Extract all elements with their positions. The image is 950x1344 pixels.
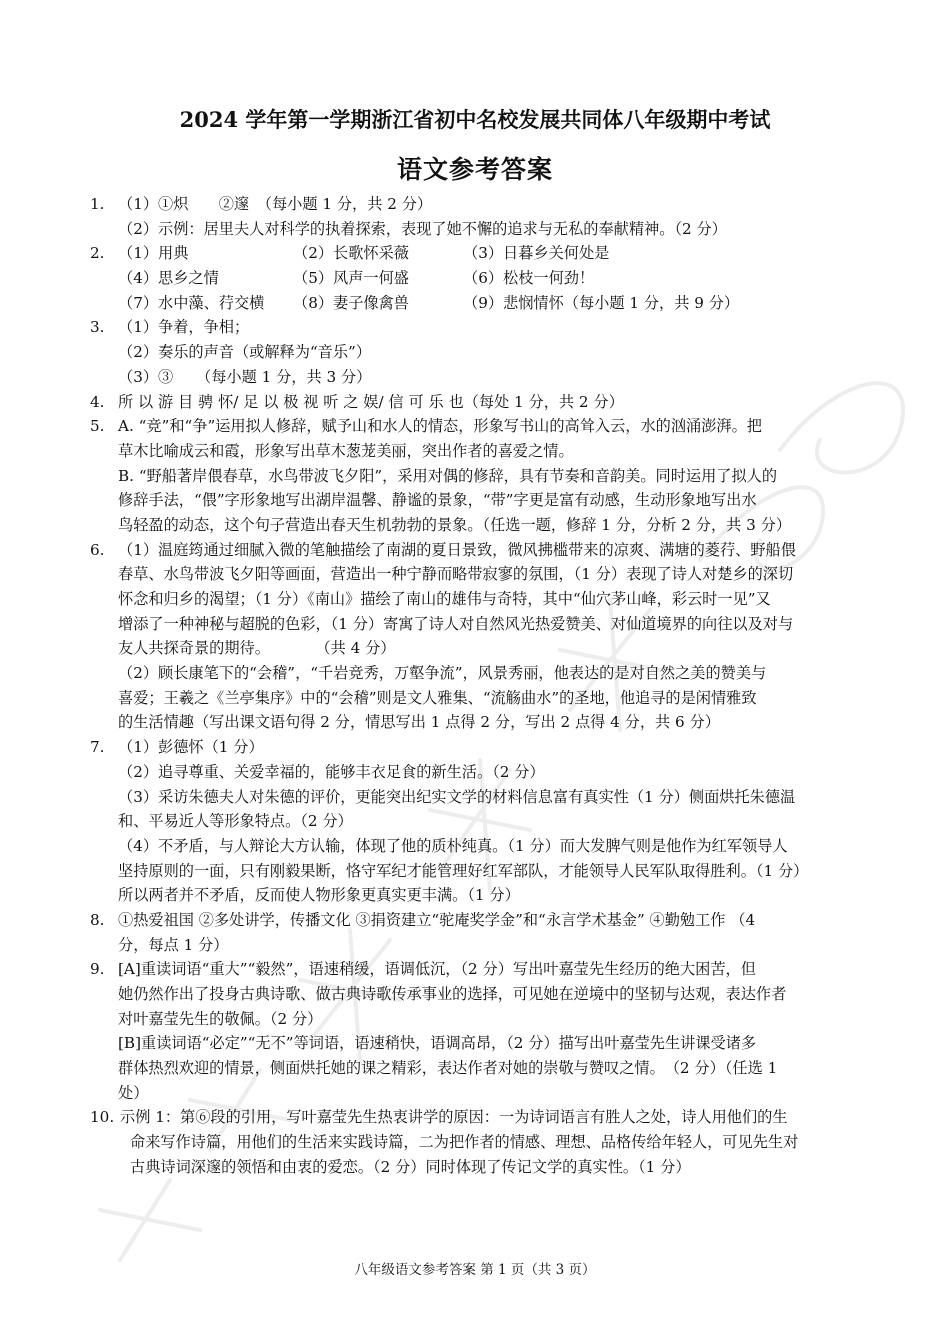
answer-8-line (90, 908, 862, 933)
answer-10-line (90, 1105, 862, 1130)
question-number: 3. (90, 318, 105, 337)
answer-text: （3）采访朱德夫人对朱德的评价，更能突出纪实文学的材料信息富有真实性（1 分）侧面烘托朱德温 (118, 787, 796, 806)
answer-cell: （8）妻子像禽兽 (293, 293, 409, 312)
answer-text: 草木比喻成云和霞，形象写出草木葱茏美丽，突出作者的喜爱之情。 (118, 441, 574, 460)
answer-2-row (90, 266, 862, 291)
answer-text: A. “竞”和“争”运用拟人修辞，赋予山和水人的情态，形象写书山的高耸入云，水的汹涌澎湃。把 (118, 417, 762, 436)
answer-text: 增添了一种神秘与超脱的色彩，（1 分）寄寓了诗人对自然风光热爱赞美、对仙道境界的向往以及对与 (118, 614, 794, 633)
page-subtitle: 语文参考答案 (396, 155, 553, 184)
answer-text: （1）争着，争相； (118, 318, 250, 337)
answer-text: 友人共探奇景的期待。 （共 4 分） (118, 639, 396, 658)
question-number: 7. (90, 738, 105, 757)
answer-text: [A]重读词语“重大”“毅然”，语速稍缓，语调低沉，（2 分）写出叶嘉莹先生经历的绝大困苦，但 (118, 960, 756, 979)
answer-text: 坚持原则的一面，只有刚毅果断，恪守军纪才能管理好红军部队，才能领导人民军队取得胜利。（1 分） (118, 861, 809, 880)
answer-text: 的生活情趣（写出课文语句得 2 分，情思写出 1 点得 2 分，写出 2 点得 4 分，共 6 分） (118, 713, 720, 732)
answer-text: 怀念和归乡的渴望；（1 分）《南山》描绘了南山的雄伟与奇特，其中“仙穴茅山峰，彩云时一见”又 (118, 590, 771, 608)
answer-text: 鸟轻盈的动态，这个句子营造出春天生机勃勃的景象。（任选一题，修辞 1 分，分析 2 分，共 3 分） (118, 515, 792, 534)
answer-cell: （7）水中藻、荇交横 (118, 293, 265, 312)
question-number: 2. (90, 244, 105, 263)
answer-6-line (90, 538, 862, 563)
answer-cell: （1）用典 (118, 244, 189, 263)
question-number: 10. (90, 1108, 115, 1127)
answer-cell: （2）长歌怀采薇 (293, 244, 409, 263)
answer-text: （2）顾长康笔下的“会稽”，“千岩竞秀，万壑争流”，风景秀丽，他表达的是对自然之美的赞美与 (118, 664, 767, 683)
answer-4-line (90, 390, 862, 415)
answer-text: （1）彭德怀（1 分） (118, 738, 264, 757)
answer-cell: （3）日暮乡关何处是 (463, 244, 610, 263)
answer-2-row (90, 291, 862, 316)
answer-text: 处） (118, 1083, 149, 1102)
answer-text: 分，每点 1 分） (118, 935, 229, 954)
answer-text: （3）③ （每小题 1 分，共 3 分） (118, 367, 372, 386)
answer-1-line (90, 192, 862, 217)
question-number: 9. (90, 960, 105, 979)
answer-text: （1）温庭筠通过细腻入微的笔触描绘了南湖的夏日景致，微风拂槛带来的凉爽、满塘的菱荇、野船偎 (118, 540, 796, 559)
answer-text: （2）追寻尊重、关爱幸福的，能够丰衣足食的新生活。（2 分） (118, 762, 545, 781)
answer-text: （2）示例：居里夫人对科学的执着探索，表现了她不懈的追求与无私的奉献精神。（2 分） (118, 219, 727, 238)
answer-text: 喜爱；王羲之《兰亭集序》中的“会稽”则是文人雅集、“流觞曲水”的圣地，他追寻的是闲情雅致 (118, 688, 757, 707)
answer-text: 所以两者并不矛盾，反而使人物形象更真实更丰满。（1 分） (118, 886, 520, 905)
answer-cell: （6）松枝一何劲！ (463, 269, 595, 288)
answer-2-row (90, 241, 862, 266)
answer-7-line (90, 735, 862, 760)
answer-cell: （4）思乡之情 (118, 269, 219, 288)
answer-cell: （9）悲悯情怀（每小题 1 分，共 9 分） (463, 293, 740, 312)
answer-text: 春草、水鸟带波飞夕阳等画面，营造出一种宁静而略带寂寥的氛围，（1 分）表现了诗人对楚乡的深切 (118, 565, 794, 584)
page-title: 2024 学年第一学期浙江省初中名校发展共同体八年级期中考试 (179, 107, 771, 132)
question-number: 1. (90, 195, 105, 213)
answer-text: （2）奏乐的声音（或解释为“音乐”） (118, 343, 372, 362)
answer-text: （1）①炽 ②邃 （每小题 1 分，共 2 分） (118, 195, 433, 213)
question-number: 4. (90, 392, 105, 411)
answer-text: [B]重读词语“必定”“无不”等词语，语速稍快，语调高昂，（2 分）描写出叶嘉莹先生讲课受诸多 (118, 1034, 757, 1053)
answer-text: 群体热烈欢迎的情景，侧面烘托她的课之精彩，表达作者对她的崇敬与赞叹之情。 （2 分）（任选 1 (118, 1059, 778, 1078)
answer-text: 修辞手法，“偎”字形象地写出湖岸温馨、静谧的景象，“带”字更是富有动感，生动形象地写出水 (118, 491, 757, 510)
answer-text: 对叶嘉莹先生的敬佩。（2 分） (118, 1009, 323, 1028)
answer-text: （4）不矛盾，与人辩论大方认输，体现了他的质朴纯真。（1 分）而大发脾气则是他作为红军领导人 (118, 836, 788, 855)
answer-text: 所 以 游 目 骋 怀/ 足 以 极 视 听 之 娱/ 信 可 乐 也（每处 1 分，共 2 分） (118, 392, 624, 411)
answer-cell: （5）风声一何盛 (293, 269, 409, 288)
answer-text: ①热爱祖国 ②多处讲学，传播文化 ③捐资建立“驼庵奖学金”和“永言学术基金” ④勤勉工作 （4 (118, 910, 756, 929)
question-number: 5. (90, 417, 105, 436)
answer-3-line (90, 315, 862, 340)
page-footer: 八年级语文参考答案 第 1 页（共 3 页） (354, 1262, 596, 1278)
answer-text: 示例 1：第⑥段的引用，写叶嘉莹先生热衷讲学的原因：一为诗词语言有胜人之处，诗人用他们的生 (120, 1108, 788, 1127)
answer-body (90, 192, 862, 1180)
answer-text: 古典诗词深邃的领悟和由衷的爱恋。（2 分）同时体现了传记文学的真实性。（1 分） (130, 1157, 691, 1176)
answer-text: 命来写作诗篇，用他们的生活来实践诗篇，二为把作者的情感、理想、品格传给年轻人，可见先生对 (130, 1133, 799, 1152)
question-number: 8. (90, 910, 105, 929)
answer-5-line (90, 414, 862, 439)
answer-text: B. “野船著岸偎春草，水鸟带波飞夕阳”，采用对偶的修辞，具有节奏和音韵美。同时运用了拟人的 (118, 466, 778, 485)
answer-text: 她仍然作出了投身古典诗歌、做古典诗歌传承事业的选择，可见她在逆境中的坚韧与达观，表达作者 (118, 985, 787, 1003)
question-number: 6. (90, 540, 105, 559)
answer-9-line (90, 957, 862, 982)
answer-text: 和、平易近人等形象特点。（2 分） (118, 812, 353, 831)
